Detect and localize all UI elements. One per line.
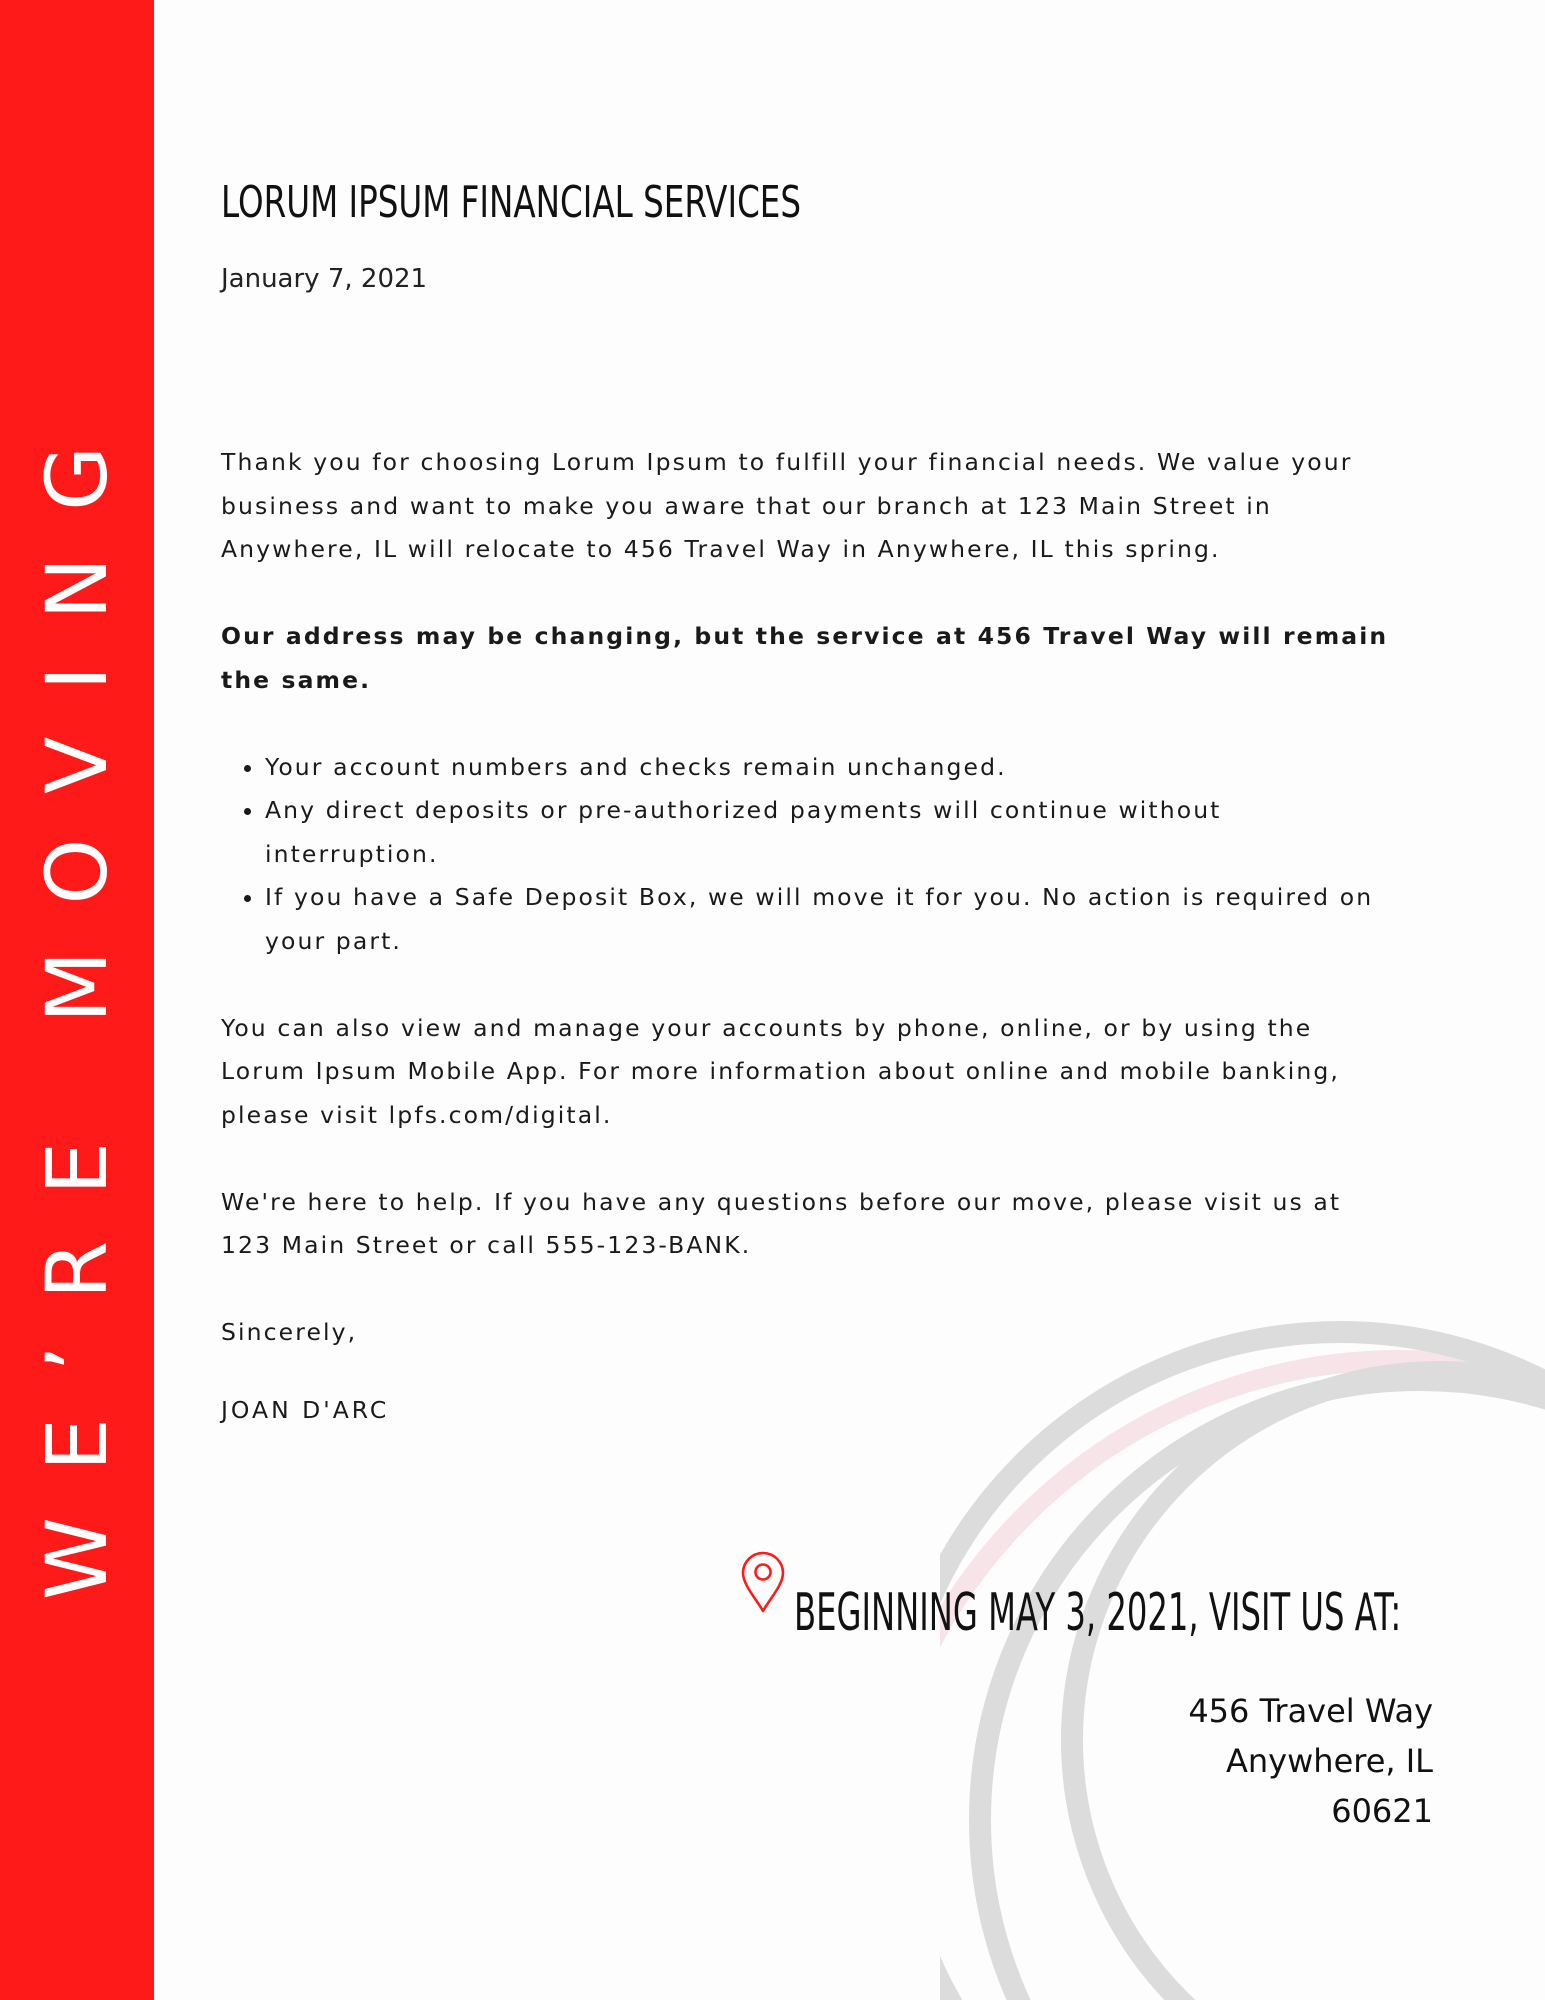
location-pin-icon (738, 1550, 788, 1614)
emphasis-paragraph: Our address may be changing, but the service at 456 Travel Way will remain the same. (221, 622, 1389, 694)
assurance-list (221, 746, 1391, 964)
company-name: LORUM IPSUM FINANCIAL SERVICES (221, 177, 802, 228)
letter-body (221, 441, 1391, 1432)
online-banking-paragraph: You can also view and manage your accounts by phone, online, or by using the Lorum Ipsum Mobile App. For more information about online and mobile banking, please visit lpfs.com/digital. (221, 1013, 1340, 1129)
new-address (1188, 1686, 1433, 1836)
letter-date: January 7, 2021 (221, 264, 428, 294)
signature: JOAN D'ARC (221, 1395, 390, 1424)
help-paragraph: We're here to help. If you have any questions before our move, please visit us at 123 Main Street or call 555-123-BANK. (221, 1187, 1342, 1259)
closing: Sincerely, (221, 1318, 358, 1346)
address-city: Anywhere, IL (1226, 1742, 1433, 1780)
visit-heading: BEGINNING MAY 3, 2021, VISIT US AT: (794, 1583, 1402, 1643)
address-street: 456 Travel Way (1188, 1692, 1433, 1730)
banner-text: WE’RE MOVING (28, 399, 126, 1601)
address-zip: 60621 (1331, 1792, 1433, 1830)
list-item: • Your account numbers and checks remain unchanged. (265, 746, 1391, 790)
list-item: • If you have a Safe Deposit Box, we will move it for you. No action is required on your part. (265, 876, 1391, 963)
list-item: • Any direct deposits or pre-authorized payments will continue without interruption. (265, 789, 1391, 876)
intro-paragraph: Thank you for choosing Lorum Ipsum to fulfill your financial needs. We value your business and want to make you aware that our branch at 123 Main Street in Anywhere, IL will relocate to 456 Travel Way in Anywhere, IL this spring. (221, 448, 1353, 563)
sidebar-banner (0, 0, 154, 2000)
